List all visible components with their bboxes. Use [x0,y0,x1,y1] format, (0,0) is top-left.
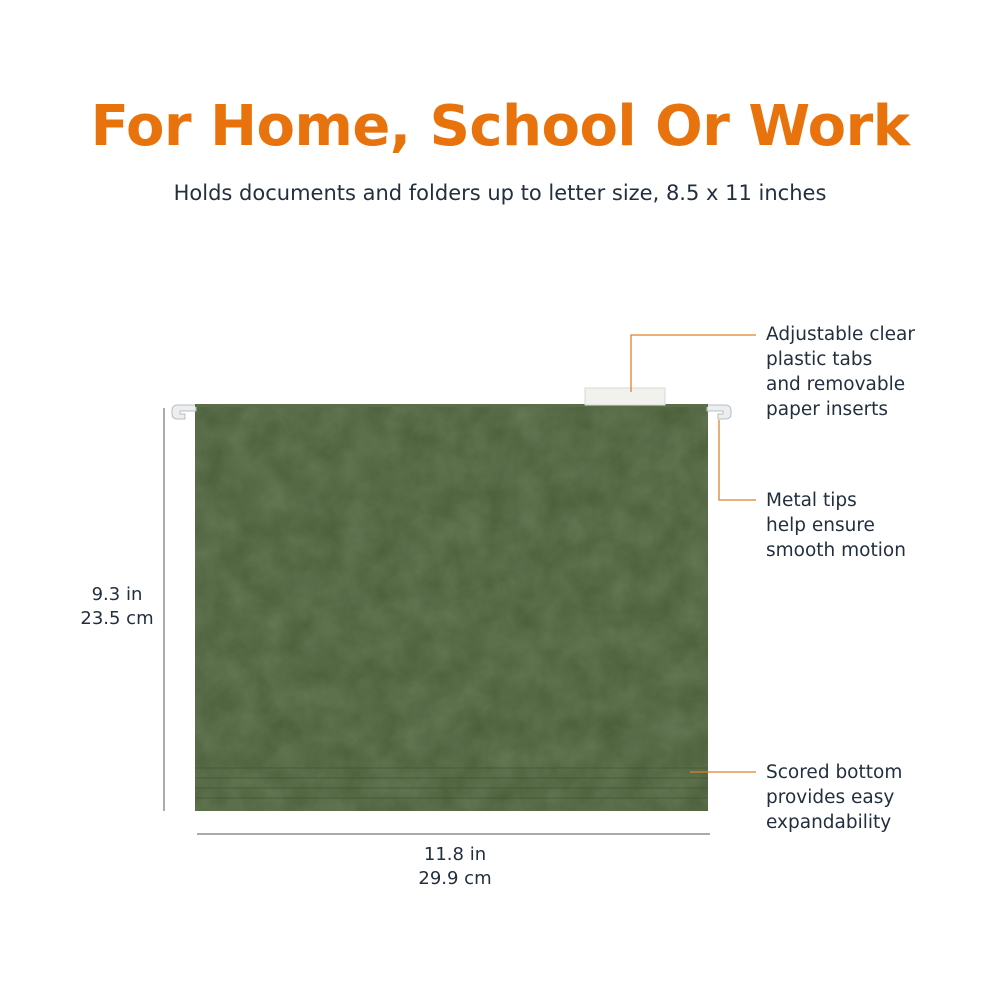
callout-tabs-line: paper inserts [766,399,889,420]
page-title: For Home, School Or Work [90,94,910,159]
tips-leader [719,420,756,500]
left-hook [172,405,196,419]
height-inches: 9.3 in [91,584,143,605]
callout-bottom-line: expandability [766,812,892,833]
callout-tips [766,488,906,563]
callout-tips-line: Metal tips [766,490,857,511]
callout-bottom-line: provides easy [766,787,895,808]
height-dimension-label [72,583,162,631]
plastic-tab [585,388,665,405]
right-hook [707,405,731,419]
callout-bottom-line: Scored bottom [766,762,903,783]
callout-tabs-line: and removable [766,374,906,395]
callout-tabs-line: plastic tabs [766,349,873,370]
width-dimension-label [405,843,505,891]
callout-tips-line: smooth motion [766,540,906,561]
callout-tips-line: help ensure [766,515,875,536]
tabs-leader [631,335,756,392]
callout-tabs-line: Adjustable clear [766,324,915,345]
callout-tabs [766,322,915,422]
height-cm: 23.5 cm [80,608,154,629]
width-cm: 29.9 cm [418,868,492,889]
width-inches: 11.8 in [423,844,487,865]
callout-bottom [766,760,902,835]
page-subtitle: Holds documents and folders up to letter size, 8.5 x 11 inches [173,181,827,205]
folder-texture [195,405,708,811]
